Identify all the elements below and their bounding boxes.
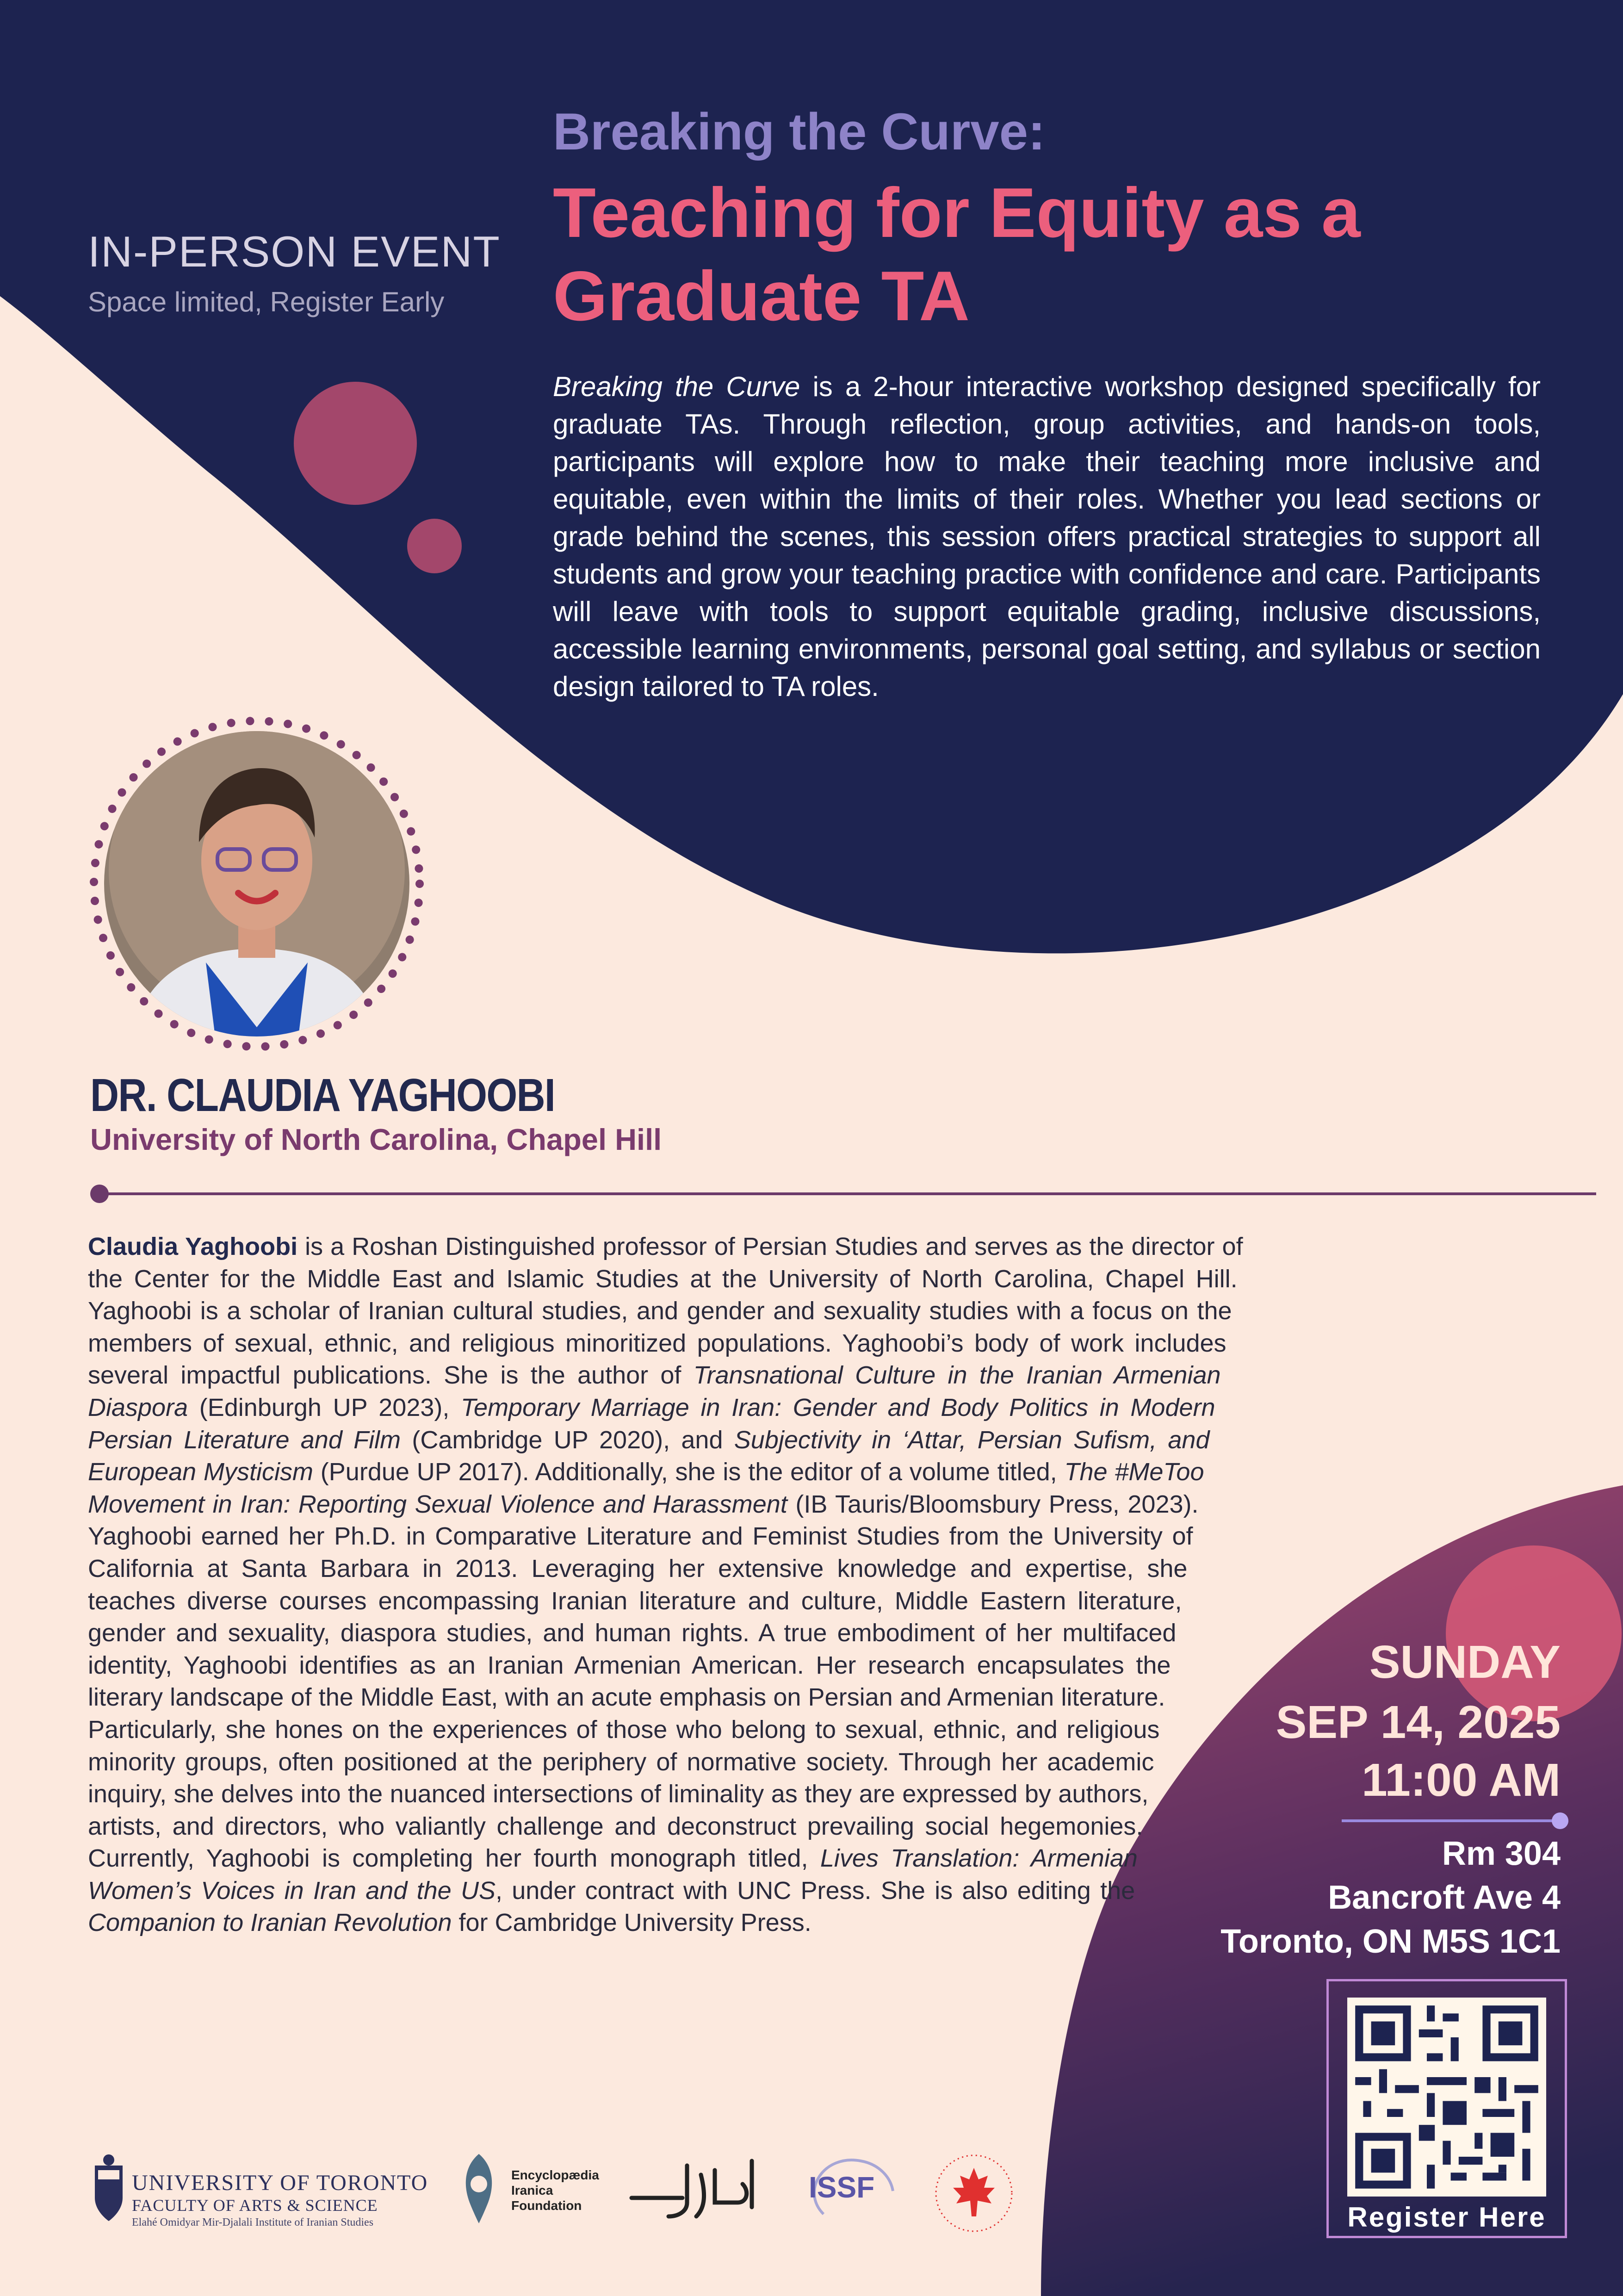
maple-leaf-society-icon xyxy=(932,2152,1016,2235)
page-title: Teaching for Equity as a Graduate TA xyxy=(553,174,1361,335)
bio-book-title: Lives Translation: Armenian Women’s Voices in Iran and the US xyxy=(88,1844,1138,1905)
large-decor-dot xyxy=(294,382,417,505)
bio-book-title: Companion to Iranian Revolution xyxy=(88,1909,452,1937)
title-line-1: Breaking the Curve: xyxy=(553,103,1046,161)
bio-name: Claudia Yaghoobi xyxy=(88,1233,298,1260)
uoft-crest-icon xyxy=(93,2152,125,2226)
bio-text: (Purdue UP 2017). Additionally, she is the editor of a volume titled, xyxy=(313,1458,1065,1486)
uoft-logo-line3: Elahé Omidyar Mir-Djalali Institute of Iranian Studies xyxy=(132,2216,374,2228)
workshop-description xyxy=(553,368,1541,705)
bio-text: (IB Tauris/Bloomsbury Press, 2023). Yaghoobi earned her Ph.D. in Comparative Literature and Feminist Studies from the University of California at Santa Barbara in 2013. Leveraging her extensive knowledge and expertise, she teaches diverse courses encompassing Iranian literature and culture, Middle Eastern literature, gender and sexuality, diaspora studies, and human rights. A true embodiment of her multifaced identity, Yaghoobi identifies as an Iranian Armenian American. Her research encapsulates the literary landscape of the Middle East, with an acute emphasis on Persian and Armenian literature. Particularly, she hones on the experiences of those who belong to sexual, ethnic, and religious minority groups, often positioned at the periphery of normative society. Through her academic inquiry, she delves into the nuanced intersections of liminality as they are expressed by authors, artists, and directors, who valiantly challenge and deconstruct prevailing social hegemonies. Currently, Yaghoobi is completing her fourth monograph titled, xyxy=(88,1490,1199,1873)
bio-book-title: Temporary Marriage in Iran: Gender and Body Politics in Modern Persian Literature and Film xyxy=(88,1393,1215,1454)
qr-code-icon[interactable] xyxy=(1347,1998,1546,2197)
uoft-logo-line1: UNIVERSITY OF TORONTO xyxy=(132,2171,428,2195)
small-decor-dot xyxy=(407,519,462,573)
iran-nameh-logo-icon xyxy=(627,2147,766,2235)
location-city: Toronto, ON M5S 1C1 xyxy=(1220,1923,1561,1960)
register-link[interactable] xyxy=(1326,1979,1567,2238)
divider-dot xyxy=(90,1185,109,1203)
event-day: SUNDAY xyxy=(1369,1636,1561,1688)
event-note: Space limited, Register Early xyxy=(88,286,445,317)
bio-text: (Cambridge UP 2020), and xyxy=(401,1426,734,1454)
description-lead: Breaking the Curve xyxy=(553,371,800,402)
event-date: SEP 14, 2025 xyxy=(1276,1696,1561,1748)
uoft-logo-line2: FACULTY OF ARTS & SCIENCE xyxy=(132,2196,378,2215)
issf-logo-text: ISSF xyxy=(809,2171,875,2204)
event-type-label: IN-PERSON EVENT xyxy=(88,227,501,276)
register-here-label[interactable]: Register Here xyxy=(1347,2202,1546,2233)
bio-text: is a Roshan Distinguished professor of Persian Studies and serves as the director of the Center for the Middle East and Islamic Studies at the University of North Carolina, Chapel Hill. Yaghoobi is a scholar of Iranian cultural studies, and gender and sexuality studies with a focus on the members of sexual, ethnic, and religious minoritized populations. Yaghoobi’s body of work includes several impactful publications. She is the author of xyxy=(88,1233,1243,1390)
bio-book-title: Subjectivity in ‘Attar, Persian Sufism, and European Mysticism xyxy=(88,1426,1210,1486)
speaker-name: DR. CLAUDIA YAGHOOBI xyxy=(90,1069,555,1121)
event-time: 11:00 AM xyxy=(1362,1754,1561,1806)
ei-logo-line3: Foundation xyxy=(511,2198,582,2213)
encyclopaedia-iranica-emblem-icon xyxy=(456,2152,502,2226)
location-street: Bancroft Ave 4 xyxy=(1328,1879,1561,1916)
location-room: Rm 304 xyxy=(1442,1835,1561,1872)
bio-text: (Edinburgh UP 2023), xyxy=(188,1393,461,1421)
bio-book-title: Transnational Culture in the Iranian Armenian Diaspora xyxy=(88,1361,1221,1421)
bio-book-title: The #MeToo Movement in Iran: Reporting Sexual Violence and Harassment xyxy=(88,1458,1204,1518)
bio-text: , under contract with UNC Press. She is also editing the xyxy=(495,1876,1135,1905)
description-body: is a 2-hour interactive workshop designed specifically for graduate TAs. Through reflection, group activities, and hands-on tools, participants will explore how to make their teaching more inclusive and equitable, even within the limits of their roles. Whether you lead sections or grade behind the scenes, this session offers practical strategies to support all students and grow your teaching practice with confidence and care. Participants will leave with tools to support equitable grading, inclusive discussions, accessible learning environments, personal goal setting, and syllabus or section design tailored to TA roles. xyxy=(553,371,1541,702)
ei-logo-line2: Iranica xyxy=(511,2183,553,2197)
bio-text: for Cambridge University Press. xyxy=(452,1909,812,1937)
speaker-affiliation: University of North Carolina, Chapel Hill xyxy=(90,1123,662,1156)
ei-logo-line1: Encyclopædia xyxy=(511,2168,599,2182)
speaker-portrait-icon xyxy=(104,731,409,1036)
